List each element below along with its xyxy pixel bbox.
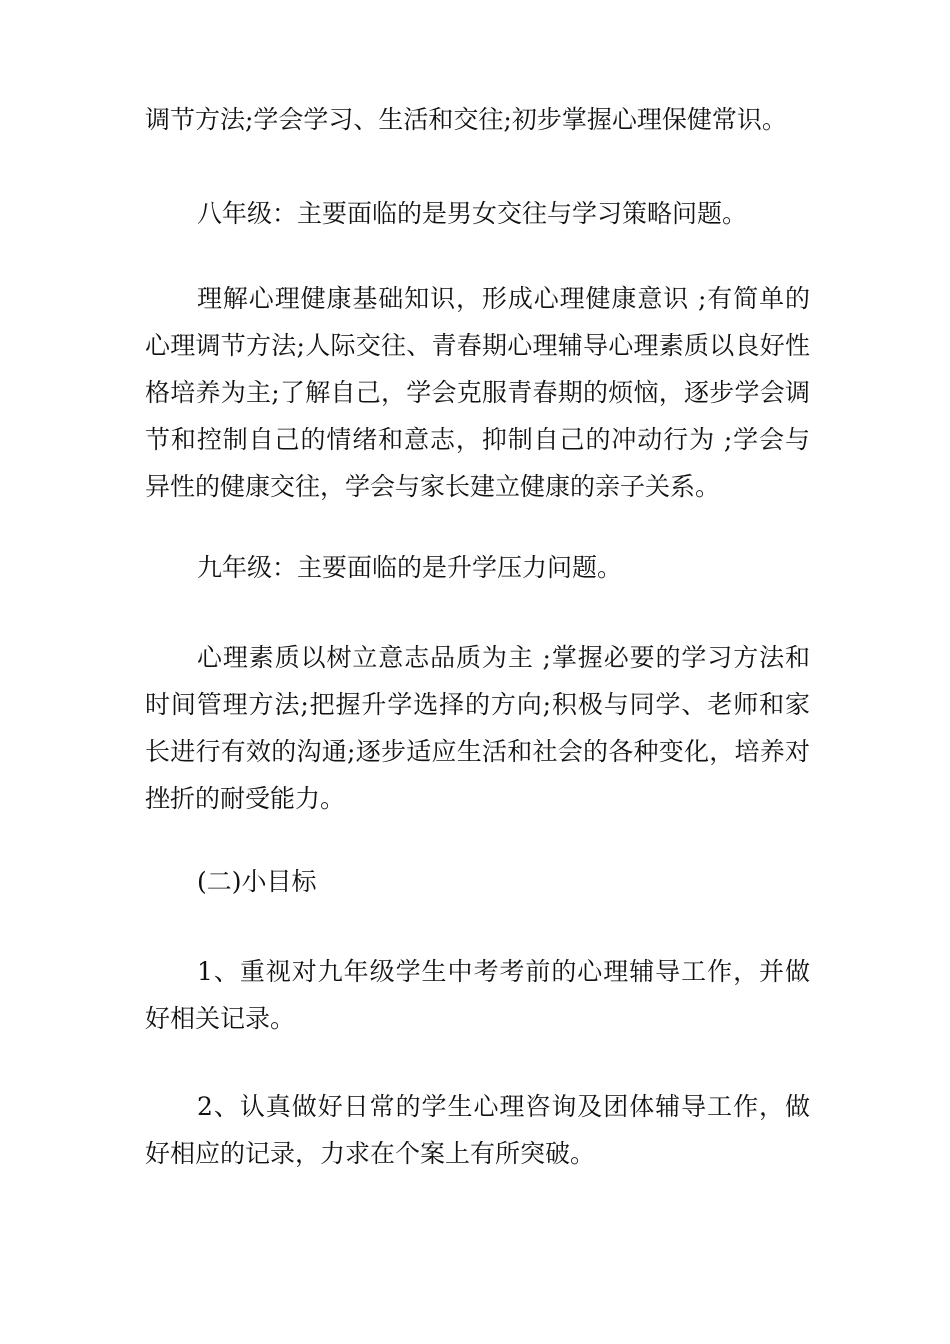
paragraph-grade9-heading: 九年级：主要面临的是升学压力问题。 — [197, 553, 623, 582]
paragraph-grade8-heading: 八年级：主要面临的是男女交往与学习策略问题。 — [197, 199, 748, 228]
document-page — [145, 0, 810, 1344]
list-item-goal-2: 2、认真做好日常的学生心理咨询及团体辅导工作，做好相应的记录，力求在个案上有所突破。 — [145, 1092, 810, 1168]
paragraph-continuation: 调节方法;学会学习、生活和交往;初步掌握心理保健常识。 — [145, 105, 787, 134]
paragraph-grade8-goals: 理解心理健康基础知识，形成心理健康意识 ;有简单的心理调节方法;人际交往、青春期心理辅导心理素质以良好性格培养为主;了解自己，学会克服青春期的烦恼，逐步学会调节和控制自己的情绪和意志，抑制自己的冲动行为 ;学会与异性的健康交往，学会与家长建立健康的亲子关系。 — [145, 284, 810, 501]
paragraph-grade9-goals: 心理素质以树立意志品质为主 ;掌握必要的学习方法和时间管理方法;把握升学选择的方向;积极与同学、老师和家长进行有效的沟通;逐步适应生活和社会的各种变化，培养对挫折的耐受能力。 — [145, 643, 810, 813]
section-heading-small-goals: (二)小目标 — [197, 867, 317, 896]
list-item-goal-1: 1、重视对九年级学生中考考前的心理辅导工作，并做好相关记录。 — [145, 957, 810, 1033]
